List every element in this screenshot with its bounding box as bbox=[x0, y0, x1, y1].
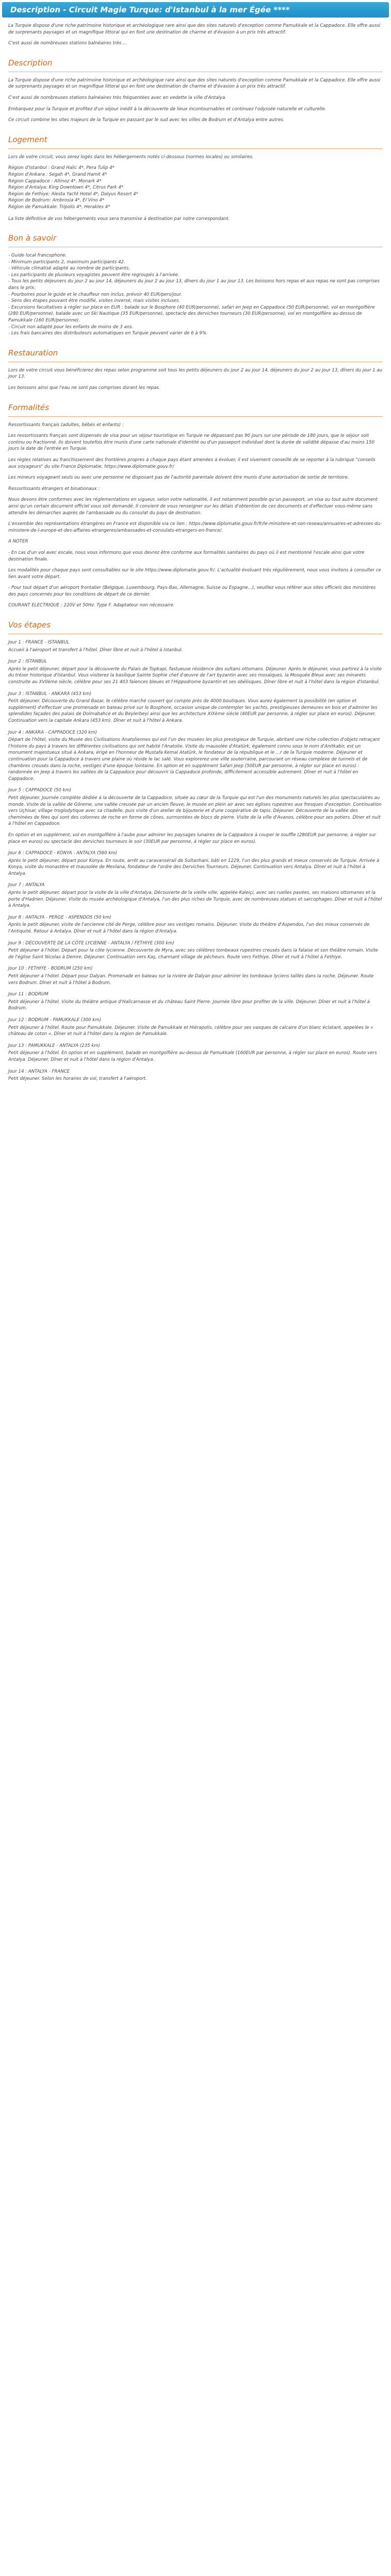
page bbox=[0, 0, 391, 1097]
day-text: En option et en supplément, vol en montgolfière à l'aube pour admirer les paysages lunaires de la Cappadoce à couper le souffle (280EUR par personne, à régler sur place en euros) ou spectacle des derviches tourneurs le soir (30EUR par personne, à régler sur place en euros). bbox=[8, 832, 376, 844]
intro-paragraph: La Turquie dispose d'une riche patrimoine historique et archéologique rare ainsi que des sites naturels d'exception comme Pamukkale et la Cappadoce. Elle offre aussi de surprenants paysages et un magnifique littoral qui en font une destination de charme et d'évasion à un prix très attractif. bbox=[8, 23, 381, 35]
section-title: Description bbox=[8, 58, 53, 67]
formalites-paragraph: COURANT ELECTRIQUE : 220V et 50Hz. Type F. Adaptateur non nécessaire. bbox=[8, 603, 175, 608]
restauration-paragraph: Les boissons ainsi que l'eau ne sont pas comprises durant les repas. bbox=[8, 385, 160, 391]
day-text: Petit déjeuner à l'hôtel. Route pour Pamukkale. Déjeuner. Visite de Pamukkale et Hiérapolis, célèbre pour ses vasques de calcaire d'un blanc éclatant, appelées le « château de coton ». Dîner et nuit à l'hôtel dans la région de Pamukkale. bbox=[8, 1025, 373, 1037]
day-title: Jour 7 : ANTALYA bbox=[8, 883, 45, 888]
logement-intro: Lors de votre circuit, vous serez logés dans les hébergements notés ci-dessous (normes locales) ou similaires. bbox=[8, 154, 254, 160]
formalites-paragraph: Ressortissants étrangers et binationaux : bbox=[8, 486, 100, 492]
title-bar bbox=[2, 2, 389, 18]
formalites-paragraph: Les ressortissants français sont dispensés de visa pour un séjour touristique en Turquie ne dépassant pas 90 jours sur une période de 180 jours, que le séjour soit continu ou fractionné. Ils doivent toutefois être munis d'une carte nationale d'identité ou d'un passeport individuel dont la durée de validité dépasse d'au moins 150 jours la date de l'entrée en Turquie. bbox=[8, 433, 374, 452]
day-block bbox=[8, 1017, 383, 1038]
divider bbox=[8, 148, 383, 149]
day-title: Jour 9 : DÉCOUVERTE DE LA CÔTE LYCIENNE - ANTALYA / FETHIYE (300 km) bbox=[8, 940, 175, 946]
day-block bbox=[8, 1069, 383, 1082]
day-text: Après le petit déjeuner, départ pour Konya. En route, arrêt au caravansérail de Sultanhani, bâti en 1229, l'un des plus grands et mieux conservés de Turquie. Arrivée à Konya, visite du monastère et mausolée de Mevlana, fondateur de l'ordre des Derviches Tourneurs. Déjeuner. Continuation vers Antalya. Dîner et nuit à l'hôtel à Antalya. bbox=[8, 858, 380, 876]
day-title: Jour 3 : ISTANBUL - ANKARA (453 km) bbox=[8, 691, 92, 697]
day-block bbox=[8, 965, 383, 986]
day-block bbox=[8, 658, 383, 685]
day-text: Petit déjeuner à l'hôtel. Visite du théâtre antique d'Halicarnasse et du château Saint Pierre. Journée libre pour profiter de la ville. Déjeuner. Dîner et nuit à l'hôtel à Bodrum. bbox=[8, 999, 370, 1011]
day-text: Accueil à l'aéroport et transfert à l'hôtel. Dîner libre et nuit à l'hôtel à Istanbul. bbox=[8, 647, 183, 653]
section-title: Vos étapes bbox=[8, 620, 51, 630]
section-title: Logement bbox=[8, 134, 47, 144]
section-title: Restauration bbox=[8, 348, 58, 358]
formalites-section bbox=[0, 403, 391, 609]
intro-paragraph: C'est aussi de nombreuses stations balnéaires très ... bbox=[8, 41, 127, 46]
description-paragraph: La Turquie dispose d'une riche patrimoine historique et archéologique rare ainsi que des sites naturels d'exception comme Pamukkale et la Cappadoce. Elle offre aussi de surprenants paysages et un magnifique littoral qui en font une destination de charme et d'évasion à un prix très attractif. bbox=[8, 77, 381, 90]
list-item: - Minimum participants 2, maximum participants 42. bbox=[8, 259, 125, 265]
day-block bbox=[8, 914, 383, 935]
day-title: Jour 13 : PAMUKKALE - ANTALYA (235 km) bbox=[8, 1043, 101, 1048]
info-list bbox=[8, 252, 383, 337]
day-block bbox=[8, 882, 383, 909]
description-paragraph: C'est aussi de nombreuses stations balnéaires très fréquentées avec en vedette la ville d'Antalya. bbox=[8, 95, 226, 100]
day-title: Jour 12 : BODRUM - PAMUKKALE (300 km) bbox=[8, 1017, 101, 1023]
day-text: Départ de l'hôtel, visite du Musée des Civilisations Anatoliennes qui est l'un des musées les plus prestigieux de Turquie, abritant une riche collection d'objets retraçant l'histoire du pays à travers les différentes civilisations qui ont habité l'Anatolie. Visite du mausolée d'Atatürk, également connu sous le nom d'Anitkabir, est un monument majestueux situé à Ankara, érigé en l'honneur de Mustafa Kemal Atatürk, le fondateur de la république et le ...r de la Turquie moderne. Déjeuner et continuation pour la Cappadoce à travers une plaine où réside le lac salé. Vous explorerez une ville souterraine, parcourant un réseau complexe de tunnels et de chambres creusés dans la roche, vestiges d'une époque lointaine. En option et en supplément Safari Jeep (50EUR par personne, à régler sur place en euros) : randonnée en Jeep à travers les vallées de la Cappadoce pour découvrir la Cappadoce profonde, difficilement accessible autrement. Dîner et nuit à l'hôtel en Cappadoce. bbox=[8, 737, 380, 782]
day-title: Jour 10 : FETHIYE - BODRUM (250 km) bbox=[8, 966, 93, 972]
day-title: Jour 14 : ANTALYA - FRANCE bbox=[8, 1069, 70, 1074]
restauration-paragraph: Lors de votre circuit vous bénéficierez des repas selon programme soit tous les petits déjeuners du jour 2 au jour 14, déjeuners du jour 2 au jour 13, dîners du jour 1 au jour 13. bbox=[8, 367, 383, 380]
list-item: - Excursions facultatives à régler sur place en EUR : balade sur le Bosphore (40 EUR/personne), safari en Jeep en Cappadoce (50 EUR/personne), vol en montgolfière (280 EUR/personne), balade avec un Ski Nautique (35 EUR/personne), spectacle des derviches tourneurs (30 EUR/personne), vol en montgolfière au-dessus de Pamukkale (160 EUR/personne). bbox=[8, 304, 375, 324]
day-text: Petit déjeuner. Journée complète dédiée à la découverte de la Cappadoce, située au cœur de la Turquie qui est l'un des monuments naturels les plus spectaculaires au monde. Visite de la vallée de Göreme, une vallée creusée par un ancien fleuve, le musée en plein air avec ses églises rupestres aux fresques d'exception. Continuation vers Uçhisar, village troglodytique avec sa citadelle, puis visite d'un atelier de bijouterie et d'une coopérative de tapis. Déjeuner. Découverte de la vallée des cheminées de fées qui sont des colonnes de roche en forme de cônes, surmontées de blocs de pierre. Visite de la ville d'Avanos, célèbre pour ses potiers. Dîner et nuit à l'hôtel en Cappadoce. bbox=[8, 795, 382, 827]
formalites-paragraph: - Pour tout départ d'un aéroport frontalier (Belgique, Luxembourg, Pays-Bas, Allemagne, Suisse ou Espagne...), veuillez vous référer aux sites officiels des ministères des pays concernés pour les conditions de départ de ce dernier. bbox=[8, 585, 376, 597]
logement-section bbox=[0, 135, 391, 222]
list-item: Région de Fethiye: Alesta Yacht Hotel 4*, Dalyus Resort 4* bbox=[8, 191, 138, 197]
list-item: Région d'Istanbul : Grand Halic 4*, Pera Tulip 4* bbox=[8, 165, 115, 171]
list-item: Région d'Antalya: King Downtown 4*, Citrus Park 4* bbox=[8, 185, 124, 191]
page-title: Description - Circuit Magie Turque: d'Istanbul à la mer Égée **** bbox=[10, 5, 290, 14]
divider bbox=[8, 416, 383, 417]
day-title: Jour 5 : CAPPADOCE (50 km) bbox=[8, 788, 72, 793]
etapes-section bbox=[0, 620, 391, 1082]
section-title: Formalités bbox=[8, 402, 50, 412]
formalites-paragraph: Ressortissants français (adultes, bébés et enfants) : bbox=[8, 422, 124, 428]
description-section bbox=[0, 58, 391, 124]
list-item: Région de Bodrum: Ambrosia 4*, El Vino 4* bbox=[8, 198, 105, 204]
day-text: Après le petit déjeuner, visite de l'ancienne cité de Perge, célèbre pour ses vestiges romains. Déjeuner. Visite du théâtre d'Aspendos, l'un des mieux conservés de l'Antiquité. Retour à Antalya. Dîner et nuit à l'hôtel dans la région d'Antalya. bbox=[8, 922, 370, 935]
day-text: Après le petit déjeuner, départ pour la visite de la ville d'Antalya. Découverte de la vieille ville, appelée Kaleiçi, avec ses ruelles pavées, ses maisons ottomanes et la porte d'Hadrien. Déjeuner. Visite du musée archéologique d'Antalya, l'un des plus riches de Turquie, avec de nombreuses statues et sarcophages. Dîner et nuit à l'hôtel à Antalya. bbox=[8, 890, 382, 909]
list-item: - Pourboires pour le guide et le chauffeur non inclus, prévoir 40 EUR/pers/jour. bbox=[8, 292, 182, 297]
restauration-section bbox=[0, 348, 391, 392]
list-item: - Circuit non adapté pour les enfants de moins de 3 ans. bbox=[8, 324, 134, 330]
list-item: Région d'Ankara : Segah 4*, Grand Hamit 4* bbox=[8, 172, 107, 177]
formalites-paragraph: Les modalités pour chaque pays sont consultables sur le site https://www.diplomatie.gouv.fr/. L'actualité évoluant très régulièrement, nous vous invitons à consulter ce lien avant votre départ. bbox=[8, 568, 381, 580]
list-item: Région Cappadoce : Altinoz 4*, Monark 4* bbox=[8, 178, 102, 184]
day-text: Petit déjeuner à l'hôtel. Départ pour Dalyan. Promenade en bateau sur la rivière de Dalyan pour admirer les tombeaux lyciens taillés dans la roche. Déjeuner. Route vers Bodrum. Dîner et nuit à l'hôtel à Bodrum. bbox=[8, 974, 374, 986]
description-paragraph: Ce circuit combine les sites majeurs de la Turquie en passant par le sud avec les villes de Bodrum et d'Antalya entre autres. bbox=[8, 117, 285, 123]
day-block bbox=[8, 639, 383, 653]
day-title: Jour 2 : ISTANBUL bbox=[8, 659, 47, 665]
list-item: - Guide local francophone. bbox=[8, 253, 67, 259]
day-text: Petit déjeuner. Selon les horaires de vol, transfert à l'aéroport. bbox=[8, 1076, 147, 1082]
list-item: - Les participants de plusieurs voyagistes peuvent être regroupés à l'arrivée. bbox=[8, 272, 180, 278]
description-paragraph: Embarquez pour la Turquie et profitez d'un séjour inédit à la découverte de lieux incontournables et continuez l'odyssée naturelle et culturelle. bbox=[8, 106, 327, 112]
day-block bbox=[8, 1043, 383, 1063]
day-text: Petit déjeuner à l'hôtel. Départ pour la côte lycienne. Découverte de Myra, avec ses célèbres tombeaux rupestres creusés dans la falaise et son théâtre romain. Visite de l'église Saint Nicolas à Demre. Déjeuner. Continuation vers Kaş, charmant village de pêcheurs. Route vers Fethiye. Dîner et nuit à l'hôtel à Fethiye. bbox=[8, 948, 378, 960]
section-title: Bon à savoir bbox=[8, 233, 57, 243]
hotel-list bbox=[8, 165, 383, 210]
list-item: - Tous les petits déjeuners du jour 2 au jour 14, déjeuners du jour 2 au jour 13, dîners du jour 1 au jour 13. Les boissons hors repas et aux repas ne sont pas comprises dans le prix. bbox=[8, 279, 380, 291]
day-title: Jour 6 : CAPPADOCE - KONYA - ANTALYA (560 km) bbox=[8, 851, 118, 856]
list-item: Région de Pamukkale: Tripolis 4*, Herakles 4* bbox=[8, 204, 110, 210]
formalites-paragraph: A NOTER bbox=[8, 539, 28, 545]
list-item: - Véhicule climatisé adapté au nombre de participants. bbox=[8, 266, 131, 272]
formalites-paragraph: Les mineurs voyageant seuls ou avec une personne ne disposant pas de l'autorité parentale doivent être munis d'une autorisation de sortie de territoire. bbox=[8, 475, 349, 481]
day-block bbox=[8, 691, 383, 724]
logement-outro: La liste définitive de vos hébergements vous sera transmise à destination par notre correspondant. bbox=[8, 216, 230, 222]
list-item: - Sens des étapes pouvant être modifié, visites inversé, mais visites incluses. bbox=[8, 298, 181, 304]
day-title: Jour 8 : ANTALYA - PERGE - ASPENDOS (50 km) bbox=[8, 914, 111, 920]
savoir-section bbox=[0, 233, 391, 337]
day-block bbox=[8, 940, 383, 961]
list-item: - Les frais bancaires des distributeurs automatiques en Turquie peuvent varier de 6 à 9%. bbox=[8, 331, 208, 336]
formalites-paragraph: Nous devons être conformes avec les réglementations en vigueur, selon votre nationalité, il est notamment possible qu'un passeport, un visa ou tout autre document ainsi qu'un certain document officiel vous soit demandé. Il convient de vous renseigner sur les délais d'obtention de ces documents et d'effectuer vous-même sans attendre les démarches auprès de l'ambassade ou du consulat du pays de destination. bbox=[8, 497, 378, 516]
day-title: Jour 1 : FRANCE - ISTANBUL bbox=[8, 640, 70, 646]
day-text: Après le petit déjeuner, départ pour la découverte du Palais de Topkapi, fastueuse résidence des sultans ottomans. Déjeuner. Après le déjeuner, vous partirez à la visite du trésor historique d'Istanbul. Vous visiterez la basilique Sainte Sophie chef d'œuvre de l'art byzantin avec ses mosaïques, la Mosquée Bleue avec ses minarets construite au XVIIème siècle, célèbre pour ses 21 403 faïences bleues et l'Hippodrome byzantin et ses obélisques. Dîner libre et nuit à l'hôtel dans la région d'Istanbul. bbox=[8, 666, 382, 685]
intro-section bbox=[0, 23, 391, 47]
day-block bbox=[8, 730, 383, 783]
day-block bbox=[8, 832, 383, 845]
day-block bbox=[8, 850, 383, 877]
formalites-paragraph: Les règles relatives au franchissement des frontières propres à chaque pays étant amenées à évoluer, il est vivement conseillé de se reporter à la rubrique "conseils aux voyageurs" du site France Diplomatie. https://www.diplomatie.gouv.fr/ bbox=[8, 457, 376, 469]
day-text: Petit déjeuner à l'hôtel. En option et en supplément, balade en montgolfière au-dessus de Pamukkale (160EUR par personne, à régler sur place en euros). Route vers Antalya. Déjeuner. Dîner et nuit à l'hôtel dans la région d'Antalya. bbox=[8, 1050, 377, 1062]
day-title: Jour 4 : ANKARA - CAPPADOCE (320 km) bbox=[8, 730, 97, 735]
day-block bbox=[8, 787, 383, 827]
day-text: Petit déjeuner. Découverte du Grand Bazar, le célèbre marché couvert qui compte près de 4000 boutiques. Vous aurez également la possibilité (en option et supplément) d'effectuer une promenade en bateau privé sur le Bosphore, occasion unique de contempler les yachts, prestigieuses demeures en bois et d'admirer les splendides façades des palais de Dolmabahce et du Beylerbeyi ainsi que les architecture XIXème siècle (40EUR par personne, à régler sur place en euros). Déjeuner. Continuation vers la capitale Ankara (453 km). Dîner et nuit à l'hôtel à Ankara. bbox=[8, 699, 378, 723]
formalites-paragraph: L'ensemble des représentations étrangères en France est disponible via ce lien : https://www.diplomatie.gouv.fr/fr/le-ministere-et-son-reseau/annuaires-et-adresses-du-ministere-de-l-europe-et-des-affaires-etrangeres/ambassades-et-consulats-etrangers-en-france/. bbox=[8, 521, 382, 533]
day-block bbox=[8, 991, 383, 1012]
formalites-paragraph: - En cas d'un vol avec escale, nous vous informons que vous devrez être conforme aux formalités sanitaires du pays où il est mentionné l'escale ainsi que votre destination finale. bbox=[8, 550, 365, 562]
day-title: Jour 11 : BODRUM bbox=[8, 992, 48, 997]
